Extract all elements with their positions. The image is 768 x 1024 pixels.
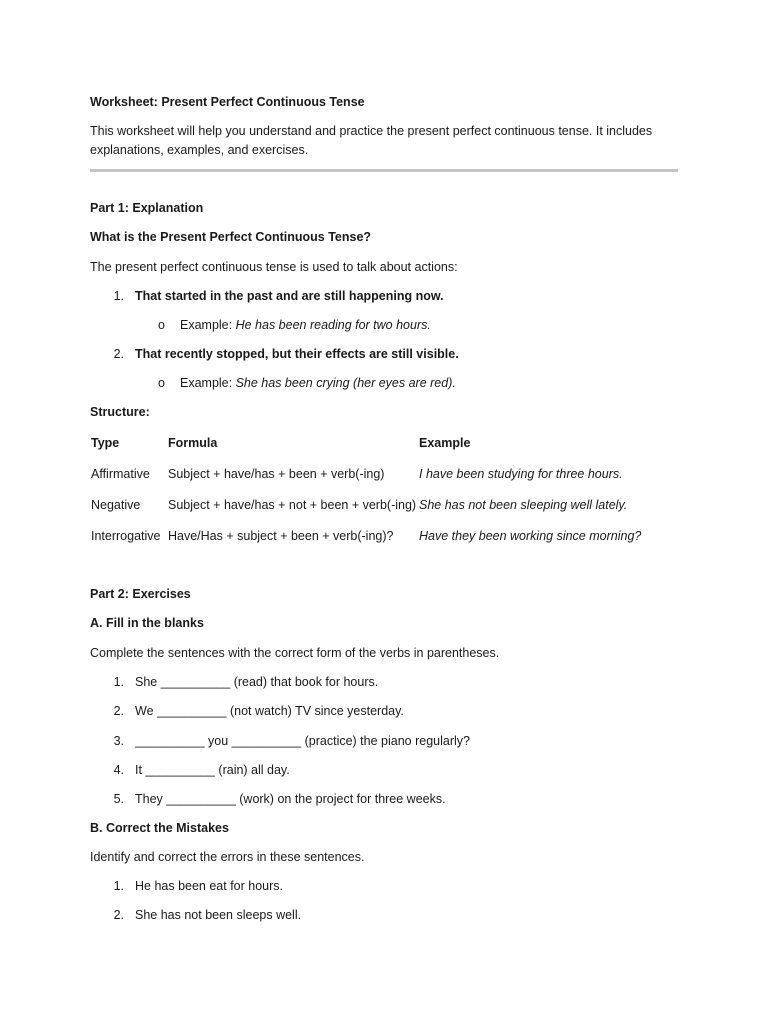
point-number: 2. <box>113 347 124 361</box>
exercise-item: We __________ (not watch) TV since yesterday. <box>135 704 404 718</box>
intro-line-1: This worksheet will help you understand and practice the present perfect continuous tense. It includes <box>90 124 653 138</box>
section-a-heading: A. Fill in the blanks <box>90 616 204 630</box>
exercise-item: __________ you __________ (practice) the piano regularly? <box>135 734 470 748</box>
section-b-instruction: Identify and correct the errors in these sentences. <box>90 850 365 864</box>
structure-label: Structure: <box>90 405 150 419</box>
point-text: That started in the past and are still happening now. <box>135 289 444 303</box>
item-number: 4. <box>113 763 124 777</box>
part1-question: What is the Present Perfect Continuous Tense? <box>90 230 372 244</box>
exercise-item: He has been eat for hours. <box>135 879 284 893</box>
example-text: He has been reading for two hours. <box>235 318 431 332</box>
example-line <box>180 318 431 332</box>
table-header-formula: Formula <box>168 436 218 450</box>
exercise-item: They __________ (work) on the project for three weeks. <box>135 792 446 806</box>
example-text: She has been crying (her eyes are red). <box>235 376 456 390</box>
bullet-marker: o <box>158 376 165 390</box>
example-label: Example: <box>180 318 236 332</box>
part1-usage: The present perfect continuous tense is used to talk about actions: <box>90 260 458 274</box>
item-number: 2. <box>113 704 124 718</box>
intro-line-2: explanations, examples, and exercises. <box>90 143 309 157</box>
point-text: That recently stopped, but their effects are still visible. <box>135 347 459 361</box>
exercise-item: She has not been sleeps well. <box>135 908 302 922</box>
section-a-instruction: Complete the sentences with the correct form of the verbs in parentheses. <box>90 646 500 660</box>
table-cell: Affirmative <box>91 467 150 481</box>
table-cell: Have/Has + subject + been + verb(-ing)? <box>168 529 394 543</box>
table-header-type: Type <box>91 436 120 450</box>
worksheet-title: Worksheet: Present Perfect Continuous Tense <box>90 95 365 109</box>
table-cell: Subject + have/has + been + verb(-ing) <box>168 467 385 481</box>
item-number: 2. <box>113 908 124 922</box>
table-header-example: Example <box>419 436 471 450</box>
table-cell: Interrogative <box>91 529 161 543</box>
horizontal-divider <box>90 169 678 172</box>
example-line <box>180 376 456 390</box>
table-cell: I have been studying for three hours. <box>419 467 623 481</box>
table-cell: Negative <box>91 498 141 512</box>
bullet-marker: o <box>158 318 165 332</box>
item-number: 5. <box>113 792 124 806</box>
part1-heading: Part 1: Explanation <box>90 201 204 215</box>
item-number: 1. <box>113 675 124 689</box>
table-cell: Have they been working since morning? <box>419 529 642 543</box>
item-number: 1. <box>113 879 124 893</box>
section-b-heading: B. Correct the Mistakes <box>90 821 229 835</box>
exercise-item: It __________ (rain) all day. <box>135 763 290 777</box>
part2-heading: Part 2: Exercises <box>90 587 191 601</box>
exercise-item: She __________ (read) that book for hours. <box>135 675 379 689</box>
table-cell: Subject + have/has + not + been + verb(-ing) <box>168 498 417 512</box>
item-number: 3. <box>113 734 124 748</box>
example-label: Example: <box>180 376 236 390</box>
table-cell: She has not been sleeping well lately. <box>419 498 628 512</box>
point-number: 1. <box>113 289 124 303</box>
